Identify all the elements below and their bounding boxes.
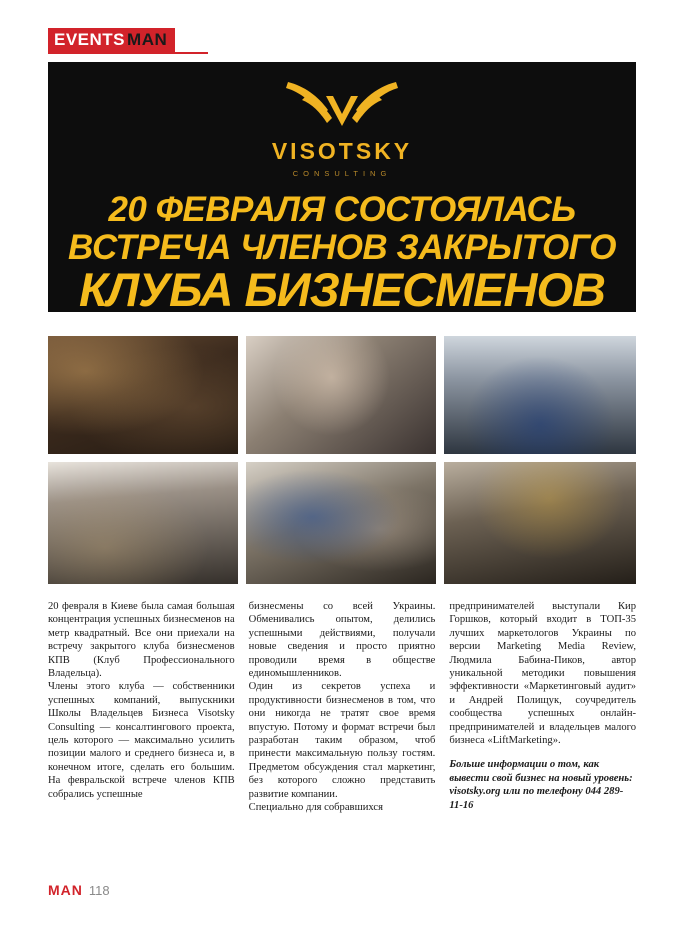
contact-callout: Больше информации о том, как вывести свой бизнес на новый уровень: visotsky.org или по телефону 044 289-11-16 xyxy=(449,759,633,811)
photo-networking-buffet xyxy=(48,336,238,454)
masthead-events-label: EVENTS xyxy=(48,28,127,52)
photo-certificate-award xyxy=(444,336,636,454)
article-column-3 xyxy=(449,600,636,815)
paragraph: Специально для собравшихся xyxy=(248,802,383,814)
photo-audience-seated xyxy=(48,462,238,584)
visotsky-logo xyxy=(48,76,636,178)
hero-headline-line1: 20 ФЕВРАЛЯ СОСТОЯЛАСЬ xyxy=(108,190,576,229)
hero-banner xyxy=(48,62,636,312)
paragraph: 20 февраля в Киеве была самая большая концентрация успешных бизнесменов на метр квадратный. Все они приехали на встречу закрытого клуба бизнесменов КПВ (Клуб Профессионального Владельца). xyxy=(48,601,235,680)
logo-wordmark: VISOTSKY xyxy=(271,138,413,164)
paragraph: Члены этого клуба — собственники успешных компаний, выпускники Школы Владельцев Бизнеса Visotsky Consulting — консалтингового проекта, цель которого — максимально усилить позиции малого и среднего бизнеса и, в конечном итоге, сделать его большим. На февральской встрече членов КПВ собрались успешные xyxy=(48,681,235,800)
article-column-2 xyxy=(249,600,436,815)
masthead xyxy=(48,28,175,52)
footer-brand: MAN xyxy=(48,882,83,898)
logo-subtitle: CONSULTING xyxy=(292,169,392,178)
hero-headline xyxy=(58,192,626,312)
photo-handshake-stage xyxy=(246,462,436,584)
photo-row-bottom xyxy=(48,462,636,584)
footer-page-number: 118 xyxy=(88,883,110,898)
wings-v-logo-icon xyxy=(282,76,402,134)
photo-row-top xyxy=(48,336,636,454)
photo-grid xyxy=(48,336,636,592)
paragraph: предпринимателей выступали Кир Горшков, который входит в ТОП-35 лучших маркетологов Украины по версии Marketing Media Review, Людмила Бабина-Пиков, автор уникальной методики повышения эффективности «Маркетинговый аудит» и Андрей Полищук, соучредитель сообщества успешных онлайн-предпринимателей и владельцев малого бизнеса «LiftMarketing». xyxy=(449,601,637,747)
paragraph: бизнесмены со всей Украины. Обменивались опытом, делились успешными действиями, получали новые сведения и просто приятно проводили время в обществе единомышленников. xyxy=(248,601,436,680)
photo-greeting-guests xyxy=(246,336,436,454)
masthead-rule xyxy=(48,52,208,54)
hero-headline-line3: КЛУБА БИЗНЕСМЕНОВ xyxy=(79,263,605,312)
article-column-1 xyxy=(48,600,235,815)
masthead-man-label: MAN xyxy=(127,28,175,52)
paragraph: Один из секретов успеха и продуктивности бизнесменов в том, что они никогда не тратят свое время впустую. Потому и формат встречи был разработан таким образом, чтоб принести максимальную пользу гостям. Предметом обсуждения стал маркетинг, без которого сложно представить развитие компании. xyxy=(248,681,436,800)
photo-hall-overview xyxy=(444,462,636,584)
article-body xyxy=(48,600,636,815)
page-footer xyxy=(48,882,110,898)
hero-headline-line2: ВСТРЕЧА ЧЛЕНОВ ЗАКРЫТОГО xyxy=(68,227,616,267)
